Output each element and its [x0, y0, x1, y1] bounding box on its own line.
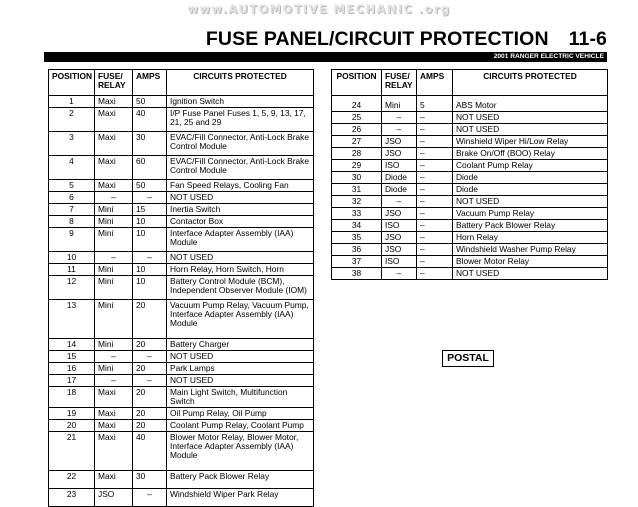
circuits-cell: NOT USED — [453, 112, 608, 124]
circuits-cell: NOT USED — [167, 252, 314, 264]
table-row — [332, 232, 608, 244]
position-cell: 35 — [332, 232, 382, 244]
col-fuse-relay-header: FUSE/ RELAY — [382, 70, 417, 96]
position-cell: 23 — [49, 489, 95, 507]
circuits-cell: Winshield Wiper Hi/Low Relay — [453, 136, 608, 148]
amps-cell: – — [133, 489, 167, 507]
fuse-relay-cell: Maxi — [95, 96, 133, 108]
fuse-relay-cell: – — [382, 112, 417, 124]
fuse-relay-cell: – — [95, 252, 133, 264]
fuse-relay-cell: JSO — [382, 136, 417, 148]
fuse-relay-cell: Mini — [95, 264, 133, 276]
circuits-cell: Park Lamps — [167, 363, 314, 375]
circuits-cell: Main Light Switch, Multifunction Switch — [167, 387, 314, 408]
amps-cell: 20 — [133, 339, 167, 351]
table-row — [332, 112, 608, 124]
position-cell: 38 — [332, 268, 382, 280]
table-row — [49, 363, 314, 375]
position-cell: 26 — [332, 124, 382, 136]
circuits-cell: Coolant Pump Relay, Coolant Pump — [167, 420, 314, 432]
table-row — [332, 96, 608, 112]
fuse-relay-cell: JSO — [382, 244, 417, 256]
col-amps-header: AMPS — [133, 70, 167, 96]
table-row — [332, 268, 608, 280]
position-cell: 29 — [332, 160, 382, 172]
table-header-row — [332, 70, 608, 96]
amps-cell: 50 — [133, 96, 167, 108]
circuits-cell: Interface Adapter Assembly (IAA) Module — [167, 228, 314, 252]
col-circuits-header: CIRCUITS PROTECTED — [167, 70, 314, 96]
table-row — [332, 244, 608, 256]
table-row — [49, 432, 314, 471]
fuse-relay-cell: – — [382, 196, 417, 208]
fuse-relay-cell: – — [95, 375, 133, 387]
circuits-cell: Windshield Wiper Park Relay — [167, 489, 314, 507]
circuits-cell: EVAC/Fill Connector, Anti-Lock Brake Control Module — [167, 156, 314, 180]
amps-cell: – — [417, 232, 453, 244]
fuse-relay-cell: Maxi — [95, 132, 133, 156]
table-row — [49, 375, 314, 387]
circuits-cell: NOT USED — [167, 351, 314, 363]
vehicle-subtitle-bar: 2001 RANGER ELECTRIC VEHICLE — [44, 52, 607, 62]
amps-cell: 15 — [133, 204, 167, 216]
table-row — [332, 172, 608, 184]
amps-cell: – — [417, 256, 453, 268]
fuse-relay-cell: Diode — [382, 172, 417, 184]
fuse-table-right-body — [332, 96, 608, 280]
table-row — [332, 124, 608, 136]
amps-cell: 60 — [133, 156, 167, 180]
page-number: 11-6 — [568, 28, 607, 50]
circuits-cell: Diode — [453, 184, 608, 196]
col-position-header: POSITION — [49, 70, 95, 96]
table-row — [49, 489, 314, 507]
circuits-cell: Brake On/Off (BOO) Relay — [453, 148, 608, 160]
circuits-cell: NOT USED — [453, 196, 608, 208]
amps-cell: – — [417, 172, 453, 184]
amps-cell: – — [133, 375, 167, 387]
position-cell: 27 — [332, 136, 382, 148]
amps-cell: – — [417, 112, 453, 124]
position-cell: 11 — [49, 264, 95, 276]
fuse-relay-cell: Mini — [382, 96, 417, 112]
position-cell: 36 — [332, 244, 382, 256]
fuse-relay-cell: Maxi — [95, 108, 133, 132]
fuse-relay-cell: Maxi — [95, 471, 133, 489]
table-row — [49, 96, 314, 108]
table-row — [332, 148, 608, 160]
table-row — [332, 256, 608, 268]
table-row — [332, 184, 608, 196]
fuse-relay-cell: – — [95, 351, 133, 363]
fuse-relay-cell: JSO — [95, 489, 133, 507]
fuse-relay-cell: Maxi — [95, 420, 133, 432]
amps-cell: – — [417, 160, 453, 172]
table-row — [49, 339, 314, 351]
circuits-cell: Horn Relay — [453, 232, 608, 244]
amps-cell: – — [417, 268, 453, 280]
position-cell: 5 — [49, 180, 95, 192]
col-circuits-header: CIRCUITS PROTECTED — [453, 70, 608, 96]
page-title — [0, 28, 607, 51]
fuse-relay-cell: Diode — [382, 184, 417, 196]
position-cell: 25 — [332, 112, 382, 124]
position-cell: 9 — [49, 228, 95, 252]
amps-cell: – — [417, 124, 453, 136]
amps-cell: 20 — [133, 363, 167, 375]
amps-cell: – — [133, 351, 167, 363]
position-cell: 6 — [49, 192, 95, 204]
table-row — [49, 180, 314, 192]
position-cell: 16 — [49, 363, 95, 375]
position-cell: 28 — [332, 148, 382, 160]
amps-cell: – — [417, 196, 453, 208]
circuits-cell: Blower Motor Relay, Blower Motor, Interface Adapter Assembly (IAA) Module — [167, 432, 314, 471]
position-cell: 18 — [49, 387, 95, 408]
circuits-cell: Fan Speed Relays, Cooling Fan — [167, 180, 314, 192]
amps-cell: 5 — [417, 96, 453, 112]
circuits-cell: Ignition Switch — [167, 96, 314, 108]
circuits-cell: Vacuum Pump Relay, Vacuum Pump, Interface Adapter Assembly (IAA) Module — [167, 300, 314, 339]
circuits-cell: Contactor Box — [167, 216, 314, 228]
position-cell: 12 — [49, 276, 95, 300]
position-cell: 33 — [332, 208, 382, 220]
table-row — [49, 387, 314, 408]
table-row — [49, 276, 314, 300]
fuse-relay-cell: JSO — [382, 208, 417, 220]
circuits-cell: Coolant Pump Relay — [453, 160, 608, 172]
position-cell: 21 — [49, 432, 95, 471]
fuse-relay-cell: Maxi — [95, 387, 133, 408]
table-row — [49, 471, 314, 489]
amps-cell: 30 — [133, 132, 167, 156]
fuse-relay-cell: JSO — [382, 148, 417, 160]
table-row — [49, 351, 314, 363]
circuits-cell: Horn Relay, Horn Switch, Horn — [167, 264, 314, 276]
fuse-relay-cell: – — [382, 124, 417, 136]
circuits-cell: Vacuum Pump Relay — [453, 208, 608, 220]
fuse-relay-cell: Mini — [95, 228, 133, 252]
fuse-relay-cell: Mini — [95, 216, 133, 228]
position-cell: 14 — [49, 339, 95, 351]
position-cell: 22 — [49, 471, 95, 489]
position-cell: 15 — [49, 351, 95, 363]
table-row — [332, 208, 608, 220]
fuse-relay-cell: Mini — [95, 300, 133, 339]
circuits-cell: Battery Control Module (BCM), Independent Observer Module (IOM) — [167, 276, 314, 300]
position-cell: 8 — [49, 216, 95, 228]
table-row — [49, 156, 314, 180]
fuse-relay-cell: JSO — [382, 232, 417, 244]
amps-cell: 40 — [133, 108, 167, 132]
position-cell: 20 — [49, 420, 95, 432]
position-cell: 31 — [332, 184, 382, 196]
amps-cell: – — [417, 148, 453, 160]
amps-cell: – — [417, 244, 453, 256]
circuits-cell: ABS Motor — [453, 96, 608, 112]
amps-cell: – — [417, 208, 453, 220]
amps-cell: 40 — [133, 432, 167, 471]
position-cell: 3 — [49, 132, 95, 156]
table-row — [332, 196, 608, 208]
table-row — [49, 108, 314, 132]
circuits-cell: NOT USED — [453, 268, 608, 280]
col-amps-header: AMPS — [417, 70, 453, 96]
circuits-cell: Battery Charger — [167, 339, 314, 351]
circuits-cell: I/P Fuse Panel Fuses 1, 5, 9, 13, 17, 21, 25 and 29 — [167, 108, 314, 132]
amps-cell: 10 — [133, 264, 167, 276]
amps-cell: – — [417, 184, 453, 196]
col-position-header: POSITION — [332, 70, 382, 96]
circuits-cell: EVAC/Fill Connector, Anti-Lock Brake Control Module — [167, 132, 314, 156]
amps-cell: – — [417, 220, 453, 232]
fuse-relay-cell: Maxi — [95, 408, 133, 420]
amps-cell: – — [133, 192, 167, 204]
fuse-relay-cell: Mini — [95, 363, 133, 375]
amps-cell: 10 — [133, 228, 167, 252]
table-row — [49, 228, 314, 252]
amps-cell: – — [133, 252, 167, 264]
table-row — [49, 408, 314, 420]
fuse-relay-cell: Mini — [95, 204, 133, 216]
amps-cell: 20 — [133, 408, 167, 420]
position-cell: 1 — [49, 96, 95, 108]
table-row — [49, 264, 314, 276]
table-row — [49, 300, 314, 339]
circuits-cell: Diode — [453, 172, 608, 184]
fuse-relay-cell: Mini — [95, 276, 133, 300]
fuse-relay-cell: ISO — [382, 220, 417, 232]
position-cell: 34 — [332, 220, 382, 232]
circuits-cell: NOT USED — [167, 375, 314, 387]
amps-cell: 50 — [133, 180, 167, 192]
site-watermark: www.AUTOMOTIVE MECHANIC .org — [187, 2, 451, 16]
table-row — [49, 192, 314, 204]
position-cell: 30 — [332, 172, 382, 184]
fuse-relay-cell: Maxi — [95, 156, 133, 180]
amps-cell: 30 — [133, 471, 167, 489]
table-row — [49, 204, 314, 216]
position-cell: 2 — [49, 108, 95, 132]
amps-cell: 20 — [133, 300, 167, 339]
table-row — [49, 420, 314, 432]
fuse-relay-cell: ISO — [382, 256, 417, 268]
table-row — [49, 132, 314, 156]
amps-cell: 20 — [133, 387, 167, 408]
fuse-relay-cell: Mini — [95, 339, 133, 351]
fuse-table-left — [48, 69, 314, 507]
fuse-table-left-body — [49, 96, 314, 507]
amps-cell: 10 — [133, 276, 167, 300]
position-cell: 13 — [49, 300, 95, 339]
position-cell: 19 — [49, 408, 95, 420]
table-row — [332, 220, 608, 232]
fuse-relay-cell: ISO — [382, 160, 417, 172]
position-cell: 4 — [49, 156, 95, 180]
position-cell: 7 — [49, 204, 95, 216]
fuse-relay-cell: – — [95, 192, 133, 204]
amps-cell: 20 — [133, 420, 167, 432]
circuits-cell: Oil Pump Relay, Oil Pump — [167, 408, 314, 420]
fuse-relay-cell: – — [382, 268, 417, 280]
table-header-row — [49, 70, 314, 96]
fuse-table-right — [331, 69, 608, 280]
fuse-relay-cell: Maxi — [95, 432, 133, 471]
circuits-cell: Battery Pack Blower Relay — [453, 220, 608, 232]
position-cell: 24 — [332, 96, 382, 112]
position-cell: 32 — [332, 196, 382, 208]
position-cell: 37 — [332, 256, 382, 268]
amps-cell: – — [417, 136, 453, 148]
table-row — [49, 216, 314, 228]
table-row — [332, 136, 608, 148]
position-cell: 10 — [49, 252, 95, 264]
circuits-cell: Blower Motor Relay — [453, 256, 608, 268]
circuits-cell: Windshield Washer Pump Relay — [453, 244, 608, 256]
amps-cell: 10 — [133, 216, 167, 228]
col-fuse-relay-header: FUSE/ RELAY — [95, 70, 133, 96]
circuits-cell: NOT USED — [453, 124, 608, 136]
circuits-cell: Battery Pack Blower Relay — [167, 471, 314, 489]
fuse-relay-cell: Maxi — [95, 180, 133, 192]
page-title-text: FUSE PANEL/CIRCUIT PROTECTION — [205, 28, 549, 50]
position-cell: 17 — [49, 375, 95, 387]
table-row — [332, 160, 608, 172]
circuits-cell: NOT USED — [167, 192, 314, 204]
postal-label: POSTAL — [442, 350, 494, 367]
table-row — [49, 252, 314, 264]
circuits-cell: Inertia Switch — [167, 204, 314, 216]
